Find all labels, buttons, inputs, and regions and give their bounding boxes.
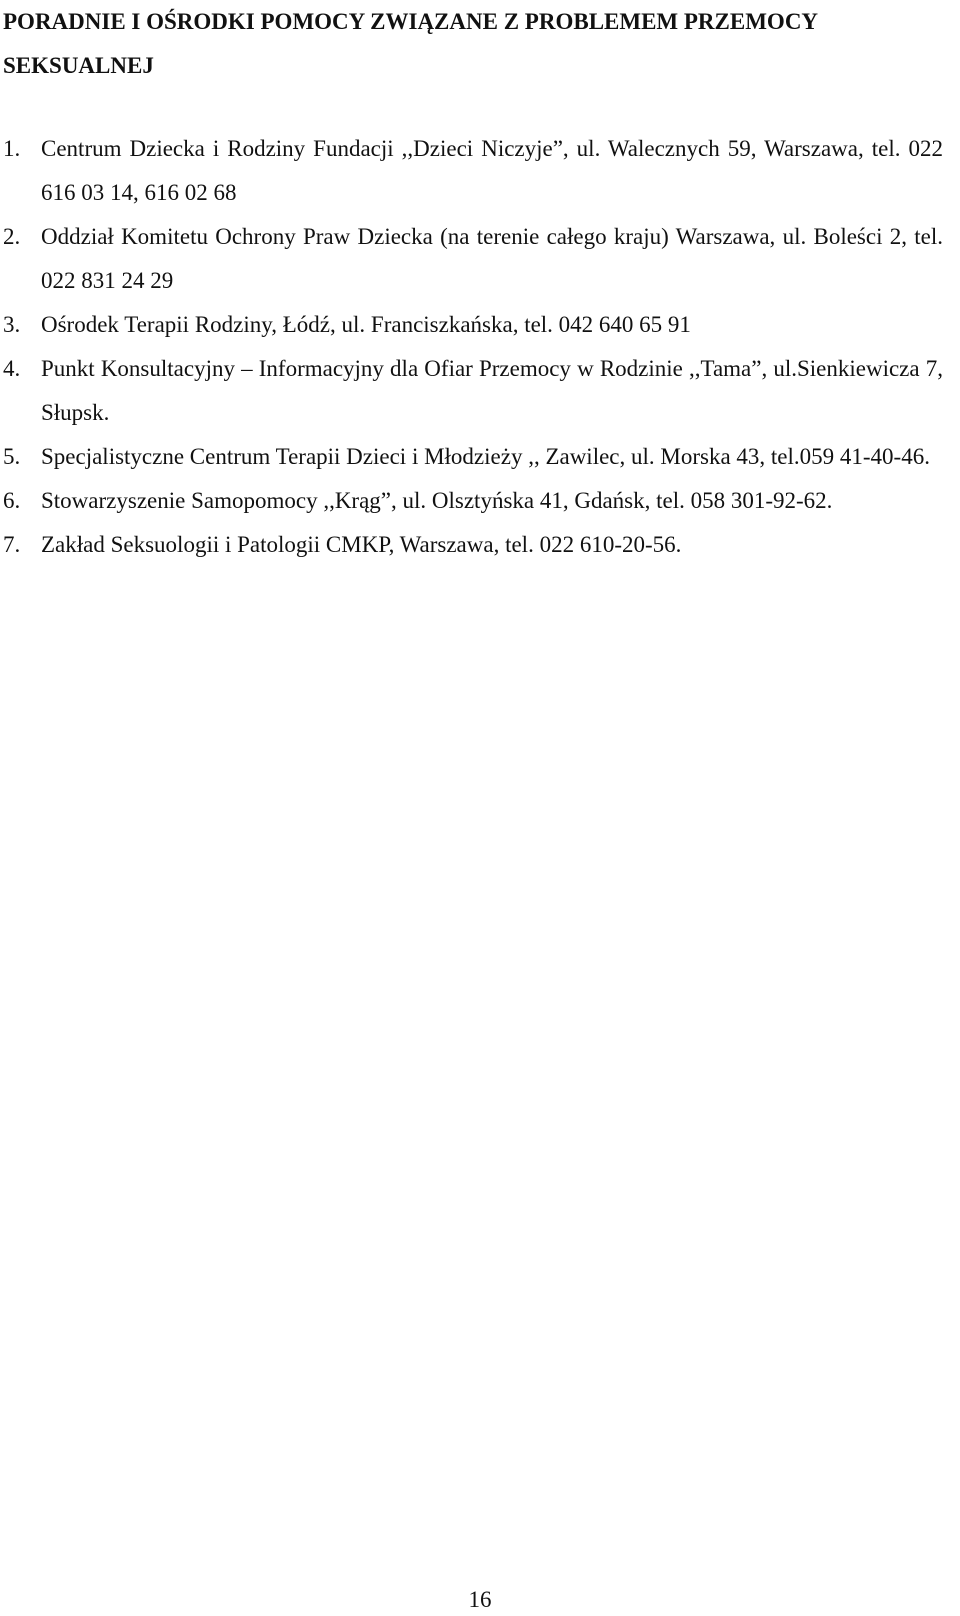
document-heading: PORADNIE I OŚRODKI POMOCY ZWIĄZANE Z PROBLEMEM PRZEMOCY SEKSUALNEJ bbox=[3, 9, 818, 78]
list-item bbox=[3, 479, 943, 523]
list-item-text: Stowarzyszenie Samopomocy ,,Krąg”, ul. Olsztyńska 41, Gdańsk, tel. 058 301-92-62. bbox=[41, 488, 833, 513]
list-item bbox=[3, 215, 943, 303]
contact-list bbox=[3, 127, 943, 567]
list-item-text: Centrum Dziecka i Rodziny Fundacji ,,Dzieci Niczyje”, ul. Walecznych 59, Warszawa, tel. 022 616 03 14, 616 02 68 bbox=[41, 136, 943, 205]
list-item bbox=[3, 347, 943, 435]
list-item bbox=[3, 303, 943, 347]
list-item-number: 2. bbox=[3, 224, 21, 249]
page-number: 16 bbox=[468, 1587, 492, 1612]
list-item-number: 4. bbox=[3, 356, 21, 381]
list-item bbox=[3, 127, 943, 215]
list-item-number: 3. bbox=[3, 312, 21, 337]
list-item bbox=[3, 435, 943, 479]
list-item-text: Oddział Komitetu Ochrony Praw Dziecka (na terenie całego kraju) Warszawa, ul. Boleści 2, tel. 022 831 24 29 bbox=[41, 224, 943, 293]
list-item-text: Ośrodek Terapii Rodziny, Łódź, ul. Franciszkańska, tel. 042 640 65 91 bbox=[41, 312, 691, 337]
list-item-number: 1. bbox=[3, 136, 21, 161]
list-item-number: 5. bbox=[3, 444, 21, 469]
list-item-text: Zakład Seksuologii i Patologii CMKP, Warszawa, tel. 022 610-20-56. bbox=[41, 532, 682, 557]
list-item bbox=[3, 523, 943, 567]
list-item-text: Punkt Konsultacyjny – Informacyjny dla Ofiar Przemocy w Rodzinie ,,Tama”, ul.Sienkiewicza 7, Słupsk. bbox=[41, 356, 943, 425]
list-item-text: Specjalistyczne Centrum Terapii Dzieci i Młodzieży ,, Zawilec, ul. Morska 43, tel.059 41-40-46. bbox=[41, 444, 930, 469]
list-item-number: 7. bbox=[3, 532, 21, 557]
list-item-number: 6. bbox=[3, 488, 21, 513]
